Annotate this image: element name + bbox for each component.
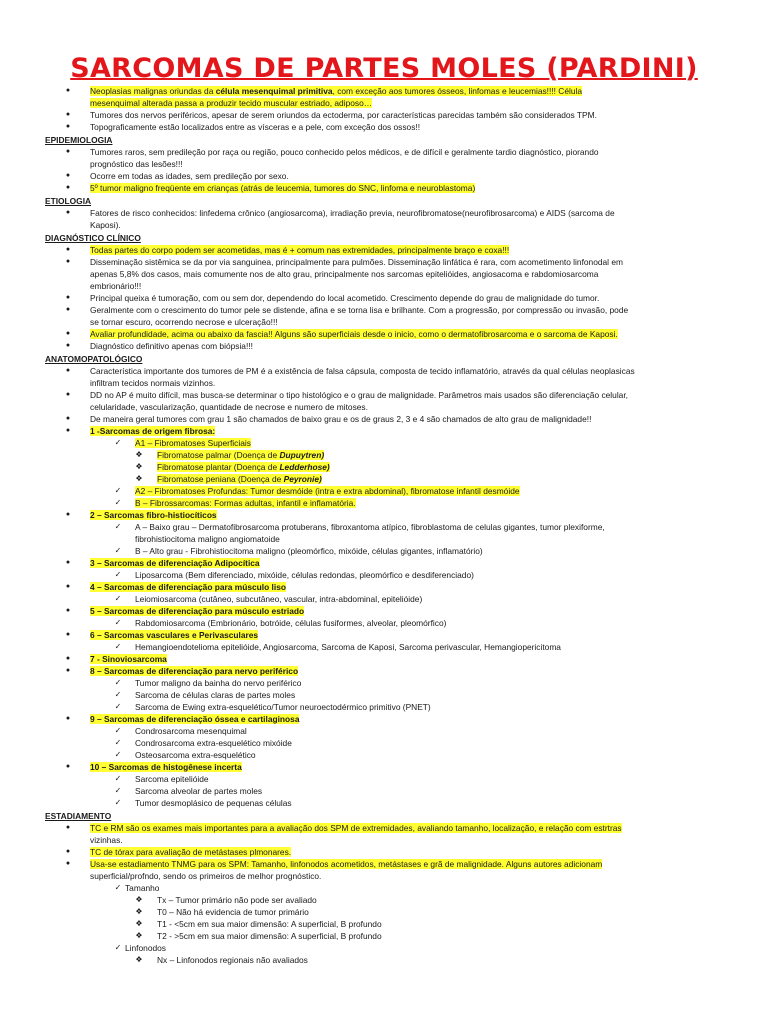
check-marker-icon: ✓ [114,774,122,783]
list-item [45,413,725,425]
bullet-marker-icon: ● [65,209,71,216]
list-item-text: Condrosarcoma mesenquimal [135,726,247,736]
list-item-text: Tamanho [125,883,160,893]
list-item-text: 1 -Sarcomas de origem fibrosa: [90,426,216,436]
list-item [45,545,725,557]
list-item [45,749,725,761]
bullet-marker-icon: ● [65,172,71,179]
list-item-text: Rabdomiosarcoma (Embrionário, botróide, células fusiformes, alveolar, pleomórfico) [135,618,447,628]
bullet-marker-icon: ● [65,148,71,155]
section-heading-text: ESTADIAMENTO [45,811,112,821]
list-item-text: 3 – Sarcomas de diferenciação Adipocítica [90,558,260,568]
bullet-marker-icon: ● [65,391,71,398]
list-item-text: fibrohistiocitoma maligno angiomatoide [135,534,280,544]
check-marker-icon: ✓ [114,726,122,735]
list-item-text: Nx – Linfonodos regionais não avaliados [157,955,308,965]
list-item-text: Sarcoma de células claras de partes moles [135,690,296,700]
list-item-text: B – Alto grau - Fibrohistiocitoma maligno (pleomórfico, mixóide, células gigantes, inflamatório) [135,546,483,556]
bullet-marker-icon: ● [65,631,71,638]
list-item-text: vizinhas. [90,835,123,845]
list-item-text: Disseminação sistêmica se da por via sanguinea, principalmente para pulmões. Disseminação linfática é rara, com acometimento linfonodal em [90,257,624,267]
list-item-text: Kaposi). [90,220,121,230]
list-item-text: Característica importante dos tumores de PM é a existência de falsa cápsula, composta de tecido inflamatório, através da qual células neoplasicas [90,366,635,376]
list-item [45,677,725,689]
section-heading [45,353,725,365]
list-item [45,304,725,316]
bullet-marker-icon: ● [65,559,71,566]
list-item-continuation [45,870,725,882]
list-item-text: Tumor maligno da bainha do nervo periférico [135,678,302,688]
list-item [45,761,725,773]
list-item-text: prognóstico das lesões!!! [90,159,183,169]
list-item [45,557,725,569]
list-item [45,207,725,219]
list-item [45,328,725,340]
list-item-continuation [45,377,725,389]
list-item [45,449,725,461]
list-item [45,340,725,352]
list-item [45,182,725,194]
list-item-text: TC de tórax para avaliação de metástases plmonares. [90,847,292,857]
section-heading-text: EPIDEMIOLOGIA [45,135,113,145]
list-item-text: DD no AP é muito difícil, mas busca-se determinar o tipo histológico e o grau de malignidade. Parâmetros mais usados são diferenciação celular, [90,390,628,400]
list-item [45,653,725,665]
bullet-marker-icon: ● [65,367,71,374]
list-item-text: T2 - >5cm em sua maior dimensão: A superficial, B profundo [157,931,382,941]
list-item [45,497,725,509]
bullet-marker-icon: ● [65,306,71,313]
list-item [45,701,725,713]
list-item-text: 4 – Sarcomas de diferenciação para músculo liso [90,582,286,592]
list-item [45,906,725,918]
check-marker-icon: ✓ [114,486,122,495]
check-marker-icon: ✓ [114,570,122,579]
list-item-text: Liposarcoma (Bem diferenciado, mixóide, células redondas, pleomórfico e desdiferenciado) [135,570,474,580]
list-item-continuation [45,158,725,170]
diamond-marker-icon: ❖ [135,931,143,940]
list-item [45,521,725,533]
list-item [45,509,725,521]
list-item-continuation [45,316,725,328]
section-heading [45,810,725,822]
list-item-text: Geralmente com o crescimento do tumor pele se distende, afina e se torna lisa e brilhante. Com a progressão, por compressão ou invasão, pode [90,305,629,315]
list-item-text: 5º tumor maligno freqüente em crianças (atrás de leucemia, tumores do SNC, linfoma e neuroblastoma) [90,183,476,193]
bullet-marker-icon: ● [65,511,71,518]
list-item-text: Ledderhose) [279,462,330,472]
list-item [45,629,725,641]
list-item-text: Tumores raros, sem predileção por raça ou região, pouco conhecido pelos médicos, e de difícil e geralmente tardio diagnóstico, piorando [90,147,599,157]
list-item [45,797,725,809]
list-item-text: Osteosarcoma extra-esquelético [135,750,256,760]
list-item [45,617,725,629]
check-marker-icon: ✓ [114,546,122,555]
list-item [45,244,725,256]
list-item [45,437,725,449]
list-item [45,581,725,593]
bullet-marker-icon: ● [65,715,71,722]
document-title: SARCOMAS DE PARTES MOLES (PARDINI) [70,53,698,84]
list-item-continuation [45,533,725,545]
list-item-continuation [45,268,725,280]
list-item [45,389,725,401]
list-item-text: 2 – Sarcomas fibro-histiocíticos [90,510,217,520]
list-item-text: infiltram tecidos normais vizinhos. [90,378,216,388]
check-marker-icon: ✓ [114,642,122,651]
bullet-marker-icon: ● [65,427,71,434]
check-marker-icon: ✓ [114,522,122,531]
check-marker-icon: ✓ [114,750,122,759]
list-item [45,918,725,930]
diamond-marker-icon: ❖ [135,895,143,904]
check-marker-icon: ✓ [114,738,122,747]
diamond-marker-icon: ❖ [135,462,143,471]
list-item-text: 7 - Sinoviosarcoma [90,654,167,664]
section-heading [45,134,725,146]
list-item [45,846,725,858]
list-item-text: B – Fibrossarcomas: Formas adultas, infantil e inflamatória. [135,498,356,508]
list-item-text: TC e RM são os exames mais importantes para a avaliação dos SPM de extremidades, avaliando tamanho, localização, e relação com estrtras [90,823,622,833]
list-item [45,170,725,182]
list-item-text: A – Baixo grau – Dermatofibrosarcoma protuberans, fibroxantoma atípico, fibroblastoma de celulas gigantes, tumor plexiforme, [135,522,605,532]
section-heading [45,232,725,244]
list-item [45,605,725,617]
list-item [45,109,725,121]
bullet-marker-icon: ● [65,330,71,337]
document-body [45,85,725,966]
list-item-continuation [45,97,725,109]
list-item [45,425,725,437]
list-item [45,942,725,954]
list-item-text: Tx – Tumor primário não pode ser avaliado [157,895,317,905]
list-item-continuation [45,401,725,413]
bullet-marker-icon: ● [65,415,71,422]
bullet-marker-icon: ● [65,342,71,349]
bullet-marker-icon: ● [65,607,71,614]
bullet-marker-icon: ● [65,763,71,770]
section-heading-text: ANATOMOPATOLÓGICO [45,354,143,364]
list-item-text: Condrosarcoma extra-esquelético mixóide [135,738,292,748]
list-item-text: A2 – Fibromatoses Profundas: Tumor desmóide (intra e extra abdominal), fibromatose infantil desmóide [135,486,520,496]
list-item-text: Fibromatose palmar (Doença de [157,450,280,460]
list-item [45,473,725,485]
list-item-text: T1 - <5cm em sua maior dimensão: A superficial, B profundo [157,919,382,929]
list-item [45,894,725,906]
list-item-text: Sarcoma alveolar de partes moles [135,786,263,796]
list-item-text: Diagnóstico definitivo apenas com biópsia!!! [90,341,253,351]
bullet-marker-icon: ● [65,87,71,94]
list-item [45,689,725,701]
list-item [45,665,725,677]
list-item-text: Fibromatose plantar (Doença de [157,462,280,472]
list-item-text: Usa-se estadiamento TNMG para os SPM: Tamanho, linfonodos acometidos, metástases e grã de malignidade. Alguns autores adicionam [90,859,603,869]
check-marker-icon: ✓ [114,798,122,807]
list-item-text: 6 – Sarcomas vasculares e Perivasculares [90,630,259,640]
section-heading-text: DIAGNÓSTICO CLÍNICO [45,233,141,243]
bullet-marker-icon: ● [65,655,71,662]
list-item-text: Neoplasias malignas oriundas da [90,86,216,96]
list-item [45,85,725,97]
diamond-marker-icon: ❖ [135,955,143,964]
list-item [45,641,725,653]
list-item [45,737,725,749]
diamond-marker-icon: ❖ [135,919,143,928]
list-item-text: superficial/profndo, sendo os primeiros de melhor prognóstico. [90,871,322,881]
list-item-text: Principal queixa é tumoração, com ou sem dor, dependendo do local acometido. Crescimento depende do grau de malignidade do tumor. [90,293,600,303]
list-item-text: 8 – Sarcomas de diferenciação para nervo periférico [90,666,299,676]
check-marker-icon: ✓ [114,690,122,699]
check-marker-icon: ✓ [114,702,122,711]
list-item-text: Hemangioendotelioma epitelióide, Angiosarcoma, Sarcoma de Kaposi, Sarcoma perivascular, Hemangiopericitoma [135,642,561,652]
list-item-text: , com exceção aos tumores ósseos, linfomas e leucemias!!!! Célula [332,86,583,96]
list-item-text: se tornar escuro, ocorrendo necrose e ulceração!!! [90,317,278,327]
check-marker-icon: ✓ [114,618,122,627]
list-item-text: Avaliar profundidade, acima ou abaixo da fascia!! Alguns são superficiais desde o inicio, como o dermatofibrosarcoma e o sarcoma de Kaposi. [90,329,618,339]
bullet-marker-icon: ● [65,184,71,191]
list-item [45,725,725,737]
bullet-marker-icon: ● [65,667,71,674]
diamond-marker-icon: ❖ [135,450,143,459]
bullet-marker-icon: ● [65,294,71,301]
list-item [45,256,725,268]
list-item-text: 5 – Sarcomas de diferenciação para músculo estriado [90,606,305,616]
list-item [45,292,725,304]
list-item-text: Fibromatose peniana (Doença de [157,474,284,484]
bullet-marker-icon: ● [65,860,71,867]
list-item [45,593,725,605]
section-heading [45,195,725,207]
check-marker-icon: ✓ [114,438,122,447]
list-item-text: Todas partes do corpo podem ser acometidas, mas é + comum nas extremidades, principalmente braço e coxa!!! [90,245,510,255]
bullet-marker-icon: ● [65,848,71,855]
check-marker-icon: ✓ [114,786,122,795]
list-item-text: T0 – Não há evidencia de tumor primário [157,907,309,917]
bullet-marker-icon: ● [65,246,71,253]
list-item [45,773,725,785]
list-item-text: Tumores dos nervos periféricos, apesar de serem oriundos da ectoderma, por características parecidas também são considerados TPM. [90,110,597,120]
list-item [45,858,725,870]
section-heading-text: ETIOLOGIA [45,196,92,206]
list-item-text: célula mesenquimal primitiva [215,86,333,96]
list-item-text: 10 – Sarcomas de histogênese incerta [90,762,242,772]
bullet-marker-icon: ● [65,583,71,590]
list-item-text: De maneira geral tumores com grau 1 são chamados de baixo grau e os de graus 2, 3 e 4 são chamados de alto grau de malignidade!! [90,414,592,424]
list-item-text: mesenquimal alterada passa a produzir tecido muscular estriado, adiposo… [90,98,373,108]
check-marker-icon: ✓ [114,498,122,507]
check-marker-icon: ✓ [114,943,122,952]
check-marker-icon: ✓ [114,678,122,687]
list-item-continuation [45,219,725,231]
list-item-text: Ocorre em todas as idades, sem predileção por sexo. [90,171,289,181]
bullet-marker-icon: ● [65,111,71,118]
list-item-text: Dupuytren) [279,450,325,460]
list-item-continuation [45,834,725,846]
list-item [45,121,725,133]
check-marker-icon: ✓ [114,883,122,892]
list-item [45,882,725,894]
list-item-text: Peyronie) [283,474,322,484]
diamond-marker-icon: ❖ [135,474,143,483]
list-item [45,461,725,473]
list-item [45,930,725,942]
list-item [45,954,725,966]
list-item-text: Sarcoma de Ewing extra-esquelético/Tumor neuroectodérmico primitivo (PNET) [135,702,431,712]
list-item-text: embrionário!!! [90,281,142,291]
list-item [45,146,725,158]
list-item-text: Linfonodos [125,943,166,953]
check-marker-icon: ✓ [114,594,122,603]
list-item-text: Leiomiosarcoma (cutâneo, subcutâneo, vascular, intra-abdominal, epitelióide) [135,594,423,604]
bullet-marker-icon: ● [65,824,71,831]
list-item [45,365,725,377]
list-item-text: Fatores de risco conhecidos: linfedema crônico (angiosarcoma), irradiação previa, neurofibromatose(neurofibrosarcoma) e AIDS (sarcoma de [90,208,615,218]
list-item [45,822,725,834]
list-item-text: celularidade, vascularização, quantidade de necrose e numero de mitoses. [90,402,368,412]
list-item-text: 9 – Sarcomas de diferenciação óssea e cartilaginosa [90,714,300,724]
list-item-text: Topograficamente estão localizados entre as vísceras e a pele, com exceção dos ossos!! [90,122,421,132]
bullet-marker-icon: ● [65,258,71,265]
list-item-text: Sarcoma epitelióide [135,774,209,784]
list-item [45,569,725,581]
list-item-continuation [45,280,725,292]
bullet-marker-icon: ● [65,123,71,130]
list-item-text: apenas 5,8% dos casos, mais comumente nos de alto grau, principalmente nos sarcomas epitelióides, angiosacoma e rabdomiosarcoma [90,269,599,279]
list-item-text: A1 – Fibromatoses Superficiais [135,438,251,448]
diamond-marker-icon: ❖ [135,907,143,916]
list-item [45,485,725,497]
list-item [45,785,725,797]
list-item-text: Tumor desmoplásico de pequenas células [135,798,292,808]
list-item [45,713,725,725]
